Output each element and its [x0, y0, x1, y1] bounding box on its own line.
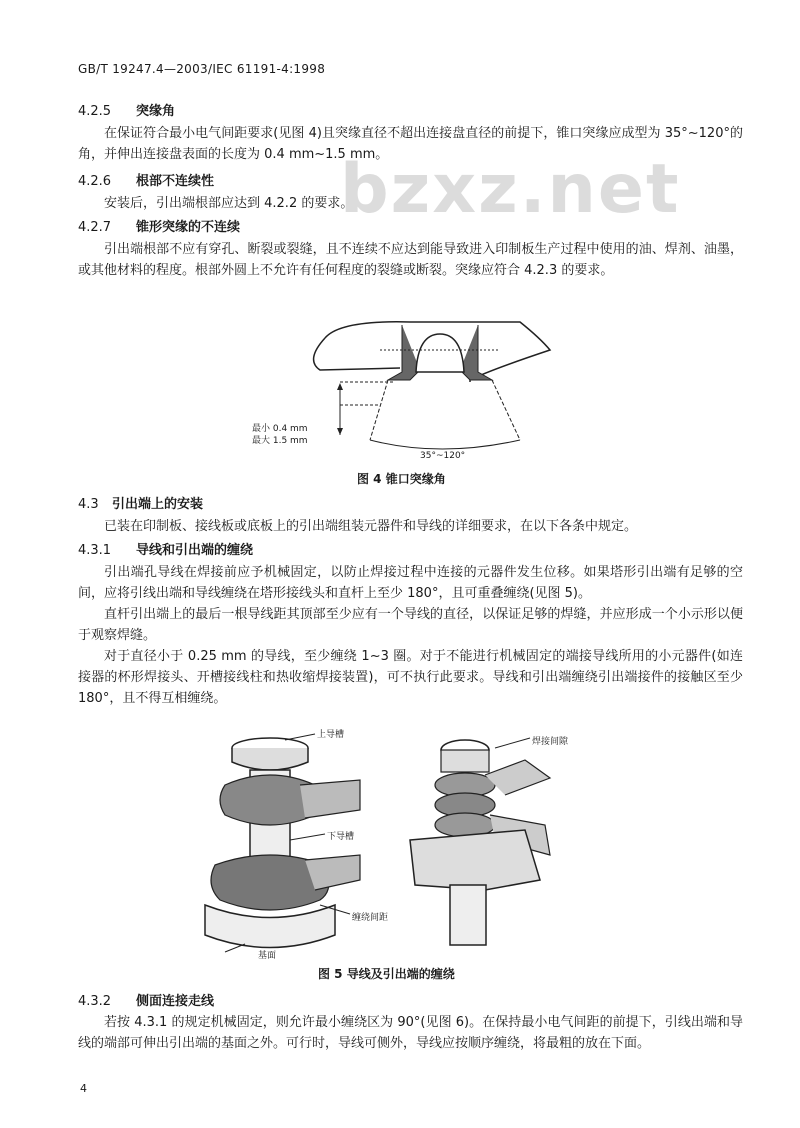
standard-code-header: GB/T 19247.4—2003/IEC 61191-4:1998	[78, 62, 326, 76]
arrow-up-icon	[337, 383, 343, 390]
angle-line-right	[492, 380, 520, 440]
section-title: 锥形突缘的不连续	[136, 220, 241, 235]
left-terminal-drawing	[205, 738, 360, 952]
label-angle: 35°~120°	[420, 451, 466, 461]
flare-left-wall	[388, 325, 420, 380]
label-lower-slot: 下导槽	[327, 832, 355, 842]
section-title: 侧面连接走线	[136, 994, 215, 1009]
section-4-3-1-para-2: 直杆引出端上的最后一根导线距其顶部至少应有一个导线的直径，以保证足够的焊缝，并应形成一个小示形以便于观察焊缝。	[78, 607, 743, 643]
section-4-2-6-heading	[78, 170, 214, 189]
angle-line-left	[370, 380, 388, 440]
section-title: 突缘角	[136, 104, 176, 119]
leader-lower	[290, 834, 325, 840]
figure-5-caption: 图 5 导线及引出端的缠绕	[318, 967, 455, 981]
terminal-head	[416, 334, 464, 372]
section-number: 4.2.6	[78, 174, 112, 189]
section-4-3-2-para: 若按 4.3.1 的规定机械固定，则允许最小缠绕区为 90°(见图 6)。在保持最小电气间距的前提下，引线出端和导线的端部可伸出引出端的基面之外。可行时，导线可侧外，导线应按顺序缠绕，将最粗的放在下面。	[78, 1015, 743, 1051]
section-number: 4.2.5	[78, 104, 112, 119]
section-number: 4.3.1	[78, 543, 112, 558]
section-number: 4.3	[78, 497, 99, 512]
section-4-2-6-para: 安装后，引出端根部应达到 4.2.2 的要求。	[104, 196, 354, 211]
section-title: 根部不连续性	[136, 174, 215, 189]
section-4-2-7-para: 引出端根部不应有穿孔、断裂或裂缝，且不连续不应达到能导致进入印制板生产过程中使用的油、焊剂、油墨，或其他材料的程度。根部外圆上不允许有任何程度的裂缝或断裂。突缘应符合 4.2.3 的要求。	[78, 242, 743, 278]
section-title: 引出端上的安装	[112, 497, 204, 512]
section-4-2-5-para: 在保证符合最小电气间距要求(见图 4)且突缘直径不超出连接盘直径的前提下，锥口突缘应成型为 35°~120°的角，并伸出连接盘表面的长度为 0.4 mm~1.5 mm。	[78, 126, 743, 162]
label-min: 最小 0.4 mm	[252, 424, 308, 434]
section-4-2-5-heading	[78, 100, 175, 119]
section-4-3-2-heading	[78, 990, 214, 1009]
label-max: 最大 1.5 mm	[252, 436, 308, 446]
section-number: 4.2.7	[78, 220, 112, 235]
section-number: 4.3.2	[78, 994, 112, 1009]
leader-upper	[285, 734, 315, 740]
page-number: 4	[80, 1082, 87, 1095]
label-upper-slot: 上导槽	[317, 730, 345, 740]
angle-arc	[370, 440, 520, 449]
section-4-3-1-para-1: 引出端孔导线在焊接前应予机械固定，以防止焊接过程中连接的元器件发生位移。如果塔形引出端有足够的空间，应将引线出端和导线缠绕在塔形接线头和直杆上至少 180°，且可重叠缠绕(见图 5)。	[78, 565, 743, 601]
section-4-3-heading	[78, 493, 203, 512]
label-base: 基面	[258, 951, 277, 961]
label-right-gap: 焊接间隙	[532, 737, 569, 747]
section-4-3-1-heading	[78, 539, 253, 558]
board-outline-left	[314, 338, 400, 370]
arrow-down-icon	[337, 428, 343, 435]
watermark: bzxz.net	[340, 150, 681, 229]
section-title: 导线和引出端的缠绕	[136, 543, 254, 558]
right-terminal-drawing	[410, 738, 550, 945]
figure-4-caption: 图 4 锥口突缘角	[357, 472, 446, 486]
section-4-3-1-para-3: 对于直径小于 0.25 mm 的导线，至少缠绕 1~3 圈。对于不能进行机械固定的端接导线所用的小元器件(如连接器的杯形焊接头、开槽接线柱和热收缩焊接装置)，可不执行此要求。导线和引出端缠绕引出端接件的接触区至少 180°，且不得互相缠绕。	[78, 649, 743, 706]
section-4-2-7-heading	[78, 216, 240, 235]
section-4-3-para: 已装在印制板、接线板或底板上的引出端组装元器件和导线的详细要求，在以下各条中规定。	[104, 519, 638, 534]
figure-5-wrapping-diagram	[205, 730, 595, 955]
label-wrap-gap: 缠绕间距	[352, 913, 389, 923]
